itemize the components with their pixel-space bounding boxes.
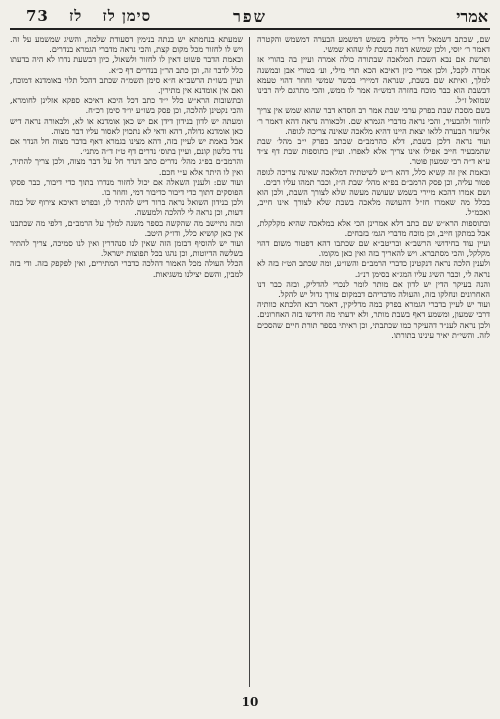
column-divider: [249, 37, 250, 687]
folio-number: 10: [241, 695, 259, 709]
siman-label: סימן לז: [102, 7, 152, 25]
book-name: שפר: [233, 7, 267, 26]
paragraph: והרמב״ם בפ״ג מהל׳ נדרים כתב דנדר חל על דבר מצוה, ולכן צריך להתיר, ואין לו היתר אלא ע״י חכם.: [10, 157, 243, 177]
paragraph: ומעתה יש לדון בנידון דידן אם יש כאן אומדנא או לא, ולכאורה נראה דיש כאן אומדנא גדולה, דהא ודאי לא נתכוין לאסור עליו דבר מצוה.: [10, 116, 243, 136]
page-header: [10, 4, 490, 30]
paragraph: ועיין עוד בחידושי הרשב״א ובריטב״א שם שכתבו דהא דפטור משום דהוי מקלקל, והכי מסתברא. ויש להאריך בזה ואין כאן מקומו.: [257, 239, 490, 259]
paragraph: אבל באמת יש לעיין בזה, דהא מצינו בגמרא דאף בדבר מצוה חל הנדר אם נדר בלשון קונם, ועיין בתוס׳ נדרים דף ט״ז ד״ה מתני׳.: [10, 137, 243, 157]
paragraph: ולענין הלכה נראה דנקטינן כדברי הרמב״ם והשו״ע, ומה שכתב הט״ז בזה לא נראה לי, וכבר השיג עליו המג״א בסימן רנ״ג.: [257, 259, 490, 279]
right-column: [257, 35, 490, 690]
paragraph: ועוד יש להוסיף דבזמן הזה שאין לנו סנהדרין ואין לנו סמיכה, צריך להתיר בשלשה הדיוטות, וכן נהגו בכל תפוצות ישראל.: [10, 239, 243, 259]
page-title: אמרי: [456, 7, 488, 26]
text-columns: [10, 35, 490, 690]
section-marker: לז: [69, 7, 83, 25]
paragraph: ופרשת אם נבא השבת המלאכה שבתורה כולה אמרה ועיין בה בהורי אז אמרה לקבל, ולכן אמרי כיון דאיכא הכא תרי מילי, וע׳ בטורי אבן ובמשנה למלך, ואיתא שם בשבת, שנראה דמיירי בכשר שמשי וחוזר דהוי טעמא דבשבת הוא כבר מוכח בחזרה דמש״ה אמר לו ממש, והכי מתרגם ליה רבינו שמואל ז״ל.: [257, 55, 490, 106]
paragraph: ובתשובות הרא״ש כלל י״ד כתב דכל היכא דאיכא ספקא אזלינן לחומרא, והכי נקטינן להלכה, וכן פסק בשו״ע יו״ד סימן רכ״ח.: [10, 96, 243, 116]
page-number: 73: [26, 7, 49, 25]
paragraph: ועוד שם: ולענין השאלה אם יכול לחזור מנדרו בתוך כדי דיבור, כבר פסקו הפוסקים דתוך כדי דיבור כדיבור דמי, וחוזר בו.: [10, 177, 243, 198]
paragraph: שמעתא בנחמתא יש בנתה בנימין דסעודת שלמה, והשיג שמשמע על זה. ויש לו לחזור מכל מקום קצת, והכי נראה מדברי הגמרא בנדרים.: [10, 35, 243, 55]
paragraph: ולכן נראה לענ״ד דהעיקר כמו שכתבתי, וכן ראיתי בספר תורת חיים שהסכים לזה. והשי״ת יאיר עינינו בתורתו.: [257, 320, 490, 340]
paragraph: ועוד יש לעיין בדברי הגמרא בפרק במה מדליקין, דאמר רבא הלכתא כוותיה דרבי שמעון, ומשמע דאף בשבת מותר, ולא ידעתי מה חידשו בזה האחרונים.: [257, 300, 490, 320]
paragraph: ובאמת אין זה קשיא כלל, דהא ר״ש לשיטתיה דמלאכה שאינה צריכה לגופה פטור עליה, וכן פסק הרמב״ם בפ״א מהל׳ שבת ה״ז, וכבר תמהו עליו רבים.: [257, 167, 490, 187]
paragraph: הכלל העולה מכל האמור דהלכה כדברי המתירים, ואין לפקפק בזה. ודי בזה למבין, והשם יצילנו משגיאות.: [10, 259, 243, 279]
paragraph: שם, שכתב דשמאל דר״י מדליק בשמש דמשמע הבערה דמשמש והקטרה דאמר ר׳ יוסי, ולכן שמשא דמה בשבת לו שהוא שמשי.: [257, 35, 490, 55]
paragraph: ובתוספות הרא״ש שם כתב דלא אמרינן הכי אלא במלאכה שהיא מקלקלת, אבל במתקן חייב, וכן מוכח מדברי הגמ׳ בזבחים.: [257, 218, 490, 238]
paragraph: ובאמת הדבר פשוט דאין לו לחזור ולשאול, כיון דבשעת נדרו לא היה בדעתו כלל לדבר זה, וכן כתב הר״ן בנדרים דף כ״א.: [10, 55, 243, 75]
paragraph: ולכן בנידון השואל נראה ברור דיש להתיר לו, ובפרט דאיכא צירוף של כמה דעות, וכן נראה לי להלכה ולמעשה.: [10, 198, 243, 218]
paragraph: ובזה נתיישב מה שהקשה בספר משנה למלך על הרמב״ם, דלפי מה שכתבנו אין כאן קושיא כלל, ודו״ק היטב.: [10, 218, 243, 238]
paragraph: ועיין בשו״ת הרשב״א ח״א סימן תשמ״ה שכתב דהכל תלוי באומדנא דמוכח, ואם אין אומדנא אין מתירין.: [10, 75, 243, 96]
paragraph: בשם מסכת שבת בפרק ערבי שבת אמר רב חסדא דבר שהוא שמש אין צריך לחזור ולהבעיר, והכי נראה מדברי הגמרא שם. ולכאורה נראה דהא דאמר ר׳ אליעזר הבערה ללאו יצאת היינו דהיא מלאכה שאינה צריכה לגופה.: [257, 106, 490, 136]
paragraph: והנה בעיקר הדין יש לדון אם מותר לומר לנכרי להדליק, ובזה כבר דנו האחרונים ונחלקו בזה, והעולה מדבריהם דבמקום צורך גדול יש להקל.: [257, 279, 490, 300]
left-column: [10, 35, 243, 690]
paragraph: ושם אמרו דהכא מיירי בשמש שעושה מעשה שלא לצורך השבת, ולכן הוא בכלל מה שאמרו חז״ל דהעושה מלאכה בשבת שלא לצורך אינו חייב, ואכמ״ל.: [257, 188, 490, 218]
page-reference: [12, 7, 151, 26]
paragraph: ועוד נראה דלכן בשבת, דלא כהרמב״ם שכתב בפרק י״ב מהל׳ שבת שהמבעיר חייב אפילו אינו צריך אלא לאפרו. ועיין בתוספות שבת דף צ״ד ע״א ד״ה רבי שמעון פוטר.: [257, 137, 490, 167]
